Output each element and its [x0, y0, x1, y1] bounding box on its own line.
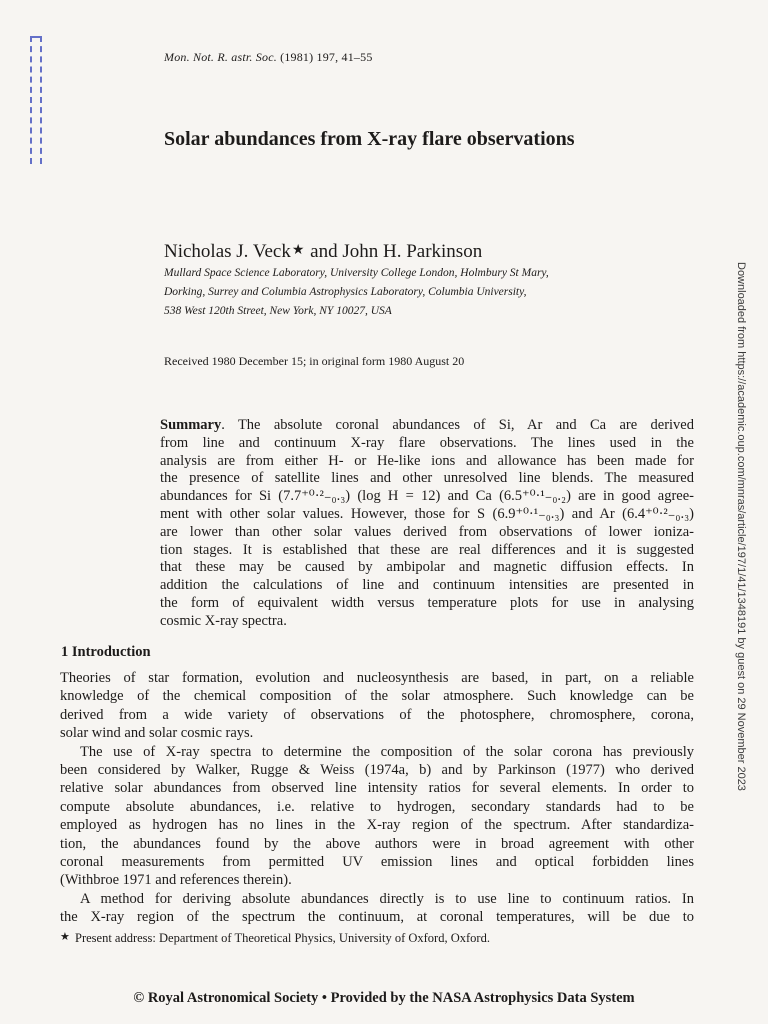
summary-line: from line and continuum X-ray flare observations. The lines used in the	[160, 434, 694, 451]
author-second: and John H. Parkinson	[305, 241, 483, 262]
journal-name: Mon. Not. R. astr. Soc.	[164, 50, 277, 64]
body-line: knowledge of the chemical composition of the solar atmosphere. Such knowledge can be	[60, 688, 694, 705]
section-heading: 1 Introduction	[61, 644, 151, 660]
author-first: Nicholas J. Veck	[164, 241, 291, 262]
footnote-text: Present address: Department of Theoretical Physics, University of Oxford, Oxford.	[75, 931, 490, 945]
affiliation-line-2: Dorking, Surrey and Columbia Astrophysics Laboratory, Columbia University,	[164, 286, 527, 298]
body-line: coronal measurements from permitted UV emission lines and optical forbidden lines	[60, 854, 694, 871]
body-line: derived from a wide variety of observations of the photosphere, chromosphere, corona,	[60, 706, 694, 723]
body-line: (Withbroe 1971 and references therein).	[60, 872, 292, 889]
page-footer: © Royal Astronomical Society • Provided by the NASA Astrophysics Data System	[133, 990, 635, 1006]
summary-label: Summary	[160, 417, 222, 433]
section-body	[60, 669, 694, 927]
summary-line: are lower than other solar values derived from observations of lower ioniza-	[160, 523, 694, 540]
body-line: tion, the abundances found by the above authors were in broad agreement with other	[60, 835, 694, 852]
footnote	[60, 930, 490, 946]
summary-block	[160, 417, 694, 631]
scan-margin-marker	[30, 36, 42, 164]
summary-line: analysis are from either H- or He-like ions and allowance has been made for	[160, 452, 694, 469]
body-line: compute absolute abundances, i.e. relative to hydrogen, secondary standards had to be	[60, 798, 694, 815]
body-line: A method for deriving absolute abundances directly is to use line to continuum ratios. In	[80, 890, 694, 907]
journal-year-pages: (1981) 197, 41–55	[280, 50, 373, 64]
author-footnote-star: ★	[291, 243, 305, 258]
summary-line: the form of equivalent width versus temperature plots for use in analysing	[160, 594, 694, 611]
author-line	[164, 241, 482, 263]
summary-line: the presence of satellite lines and other unresolved line blends. The measured	[160, 470, 694, 487]
body-line: solar wind and solar cosmic rays.	[60, 725, 254, 742]
summary-line: cosmic X-ray spectra.	[160, 612, 287, 629]
download-side-note	[735, 262, 751, 791]
body-line: Theories of star formation, evolution and nucleosynthesis are based, in part, on a reliable	[60, 670, 694, 686]
affiliation	[164, 264, 549, 321]
summary-line: that these may be caused by ambipolar and magnetic diffusion effects. In	[160, 559, 694, 576]
body-line: been considered by Walker, Rugge & Weiss (1974a, b) and by Parkinson (1977) who derived	[60, 762, 694, 779]
summary-line: addition the calculations of line and continuum intensities are presented in	[160, 577, 694, 594]
body-line: relative solar abundances from observed line intensity ratios for several elements. In order to	[60, 780, 694, 797]
body-line: The use of X-ray spectra to determine the composition of the solar corona has previously	[80, 743, 694, 760]
footnote-star: ★	[60, 931, 70, 943]
affiliation-line-3: 538 West 120th Street, New York, NY 10027, USA	[164, 305, 392, 317]
body-line: the X-ray region of the spectrum the continuum, at coronal temperatures, will be due to	[60, 909, 694, 926]
journal-citation	[164, 50, 373, 65]
received-dates: Received 1980 December 15; in original form 1980 August 20	[164, 354, 465, 368]
body-line: employed as hydrogen has no lines in the X-ray region of the spectrum. After standardiza-	[60, 817, 694, 834]
summary-line: ment with other solar values. However, those for S (6.9⁺⁰·¹₋₀.₃) and Ar (6.4⁺⁰·²₋₀.₃)	[160, 505, 694, 522]
download-side-note-text: Downloaded from https://academic.oup.com/mnras/article/197/1/41/1348191 by guest on 29 November 2023	[735, 262, 747, 791]
summary-line: Summary. The absolute coronal abundances of Si, Ar and Ca are derived	[160, 417, 694, 433]
summary-line: abundances for Si (7.7⁺⁰·²₋₀.₃) (log H = 12) and Ca (6.5⁺⁰·¹₋₀.₂) are in good agree-	[160, 488, 694, 505]
affiliation-line-1: Mullard Space Science Laboratory, University College London, Holmbury St Mary,	[164, 267, 549, 279]
summary-line: tion stages. It is established that these are real differences and it is suggested	[160, 541, 694, 558]
paper-title: Solar abundances from X-ray flare observations	[164, 128, 575, 150]
